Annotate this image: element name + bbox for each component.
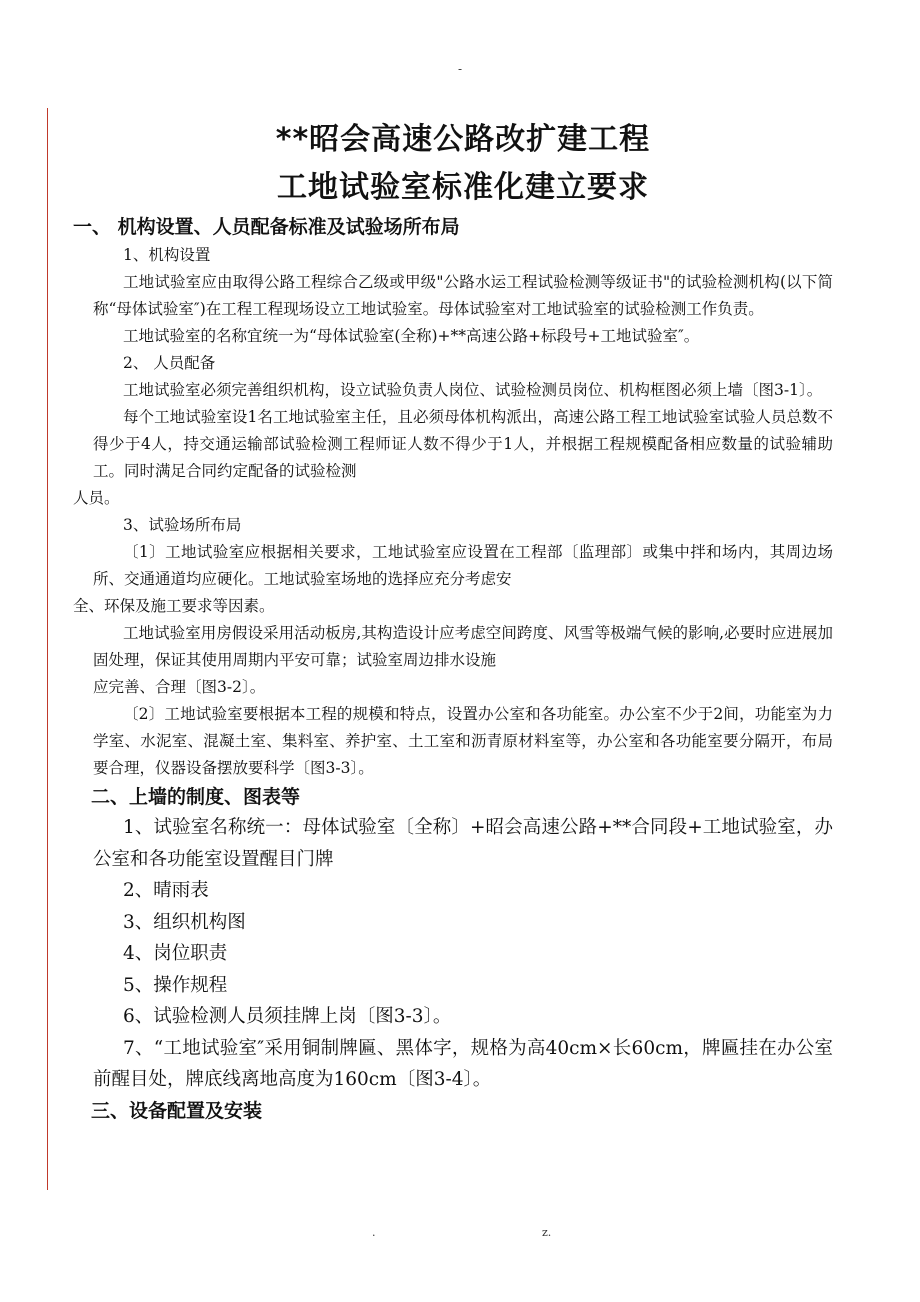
- section-1-sub-1-heading: 1、机构设置: [123, 246, 211, 264]
- section-1-sub-3-paragraph-1: 〔1〕工地试验室应根据相关要求，工地试验室应设置在工程部〔监理部〕或集中拌和场内，其周边场所、交通通道均应硬化。工地试验室场地的选择应充分考虑安: [93, 543, 833, 588]
- section-1-sub-3-paragraph-1-cont: 全、环保及施工要求等因素。: [73, 597, 275, 615]
- section-3-heading: 三、设备配置及安装: [91, 1099, 263, 1122]
- section-2-item-4: 4、岗位职责: [123, 943, 228, 964]
- section-1-sub-2-paragraph-1: 工地试验室必须完善组织机构，设立试验负责人岗位、试验检测员岗位、机构框图必须上墙〔图3-1〕。: [123, 381, 823, 399]
- section-1-sub-3-heading: 3、试验场所布局: [123, 516, 242, 534]
- section-1-sub-3-paragraph-2-cont: 应完善、合理〔图3-2〕。: [93, 678, 266, 696]
- footer-left-mark: .: [372, 1226, 376, 1239]
- section-1-sub-3-paragraph-3: 〔2〕工地试验室要根据本工程的规模和特点，设置办公室和各功能室。办公室不少于2间，功能室为力学室、水泥室、混凝土室、集料室、养护室、土工室和沥青原材料室等，办公室和各功能室要分隔开，布局要合理，仪器设备摆放要科学〔图3-3〕。: [93, 705, 833, 777]
- section-1-heading: 一、 机构设置、人员配备标准及试验场所布局: [73, 216, 460, 238]
- section-2-item-3: 3、组织机构图: [123, 911, 246, 933]
- footer-right-mark: z.: [542, 1226, 552, 1239]
- page-header-mark: -: [457, 62, 463, 76]
- section-2-item-6: 6、试验检测人员须挂牌上岗〔图3-3〕。: [123, 1006, 452, 1027]
- section-2-item-5: 5、操作规程: [123, 974, 228, 996]
- section-2-item-7: 7、“工地试验室″采用铜制牌匾、黑体字，规格为高40cm×长60cm，牌匾挂在办公室前醒目处，牌底线离地高度为160cm〔图3-4〕。: [93, 1037, 833, 1090]
- binding-margin-line: [47, 108, 48, 1190]
- section-2-heading: 二、上墙的制度、图表等: [91, 786, 301, 808]
- section-1-sub-3-paragraph-2: 工地试验室用房假设采用活动板房,其构造设计应考虑空间跨度、风雪等极端气候的影响,必要时应进展加固处理，保证其使用周期内平安可靠；试验室周边排水设施: [93, 624, 833, 669]
- section-1-sub-2-paragraph-2-cont: 人员。: [73, 489, 120, 507]
- section-1-sub-2-paragraph-2: 每个工地试验室设1名工地试验室主任，且必须母体机构派出，高速公路工程工地试验室试验人员总数不得少于4人，持交通运输部试验检测工程师证人数不得少于1人，并根据工程规模配备相应数量的试验辅助工。同时满足合同约定配备的试验检测: [93, 408, 833, 480]
- section-1-sub-1-paragraph-1: 工地试验室应由取得公路工程综合乙级或甲级"公路水运工程试验检测等级证书"的试验检测机构(以下简称“母体试验室″)在工程工程现场设立工地试验室。母体试验室对工地试验室的试验检测工作负责。: [93, 273, 833, 318]
- section-1-sub-1-paragraph-2: 工地试验室的名称宜统一为“母体试验室(全称)+**高速公路+标段号+工地试验室″。: [123, 327, 700, 345]
- title-line-1: **昭会高速公路改扩建工程: [275, 122, 651, 157]
- section-2-item-2: 2、晴雨表: [123, 880, 209, 901]
- document-body: [73, 116, 833, 1126]
- section-2-item-1: 1、试验室名称统一：母体试验室〔全称〕+昭会高速公路+**合同段+工地试验室，办公室和各功能室设置醒目门牌: [93, 817, 833, 870]
- title-line-2: 工地试验室标准化建立要求: [277, 170, 649, 205]
- section-1-sub-2-heading: 2、 人员配备: [123, 354, 216, 372]
